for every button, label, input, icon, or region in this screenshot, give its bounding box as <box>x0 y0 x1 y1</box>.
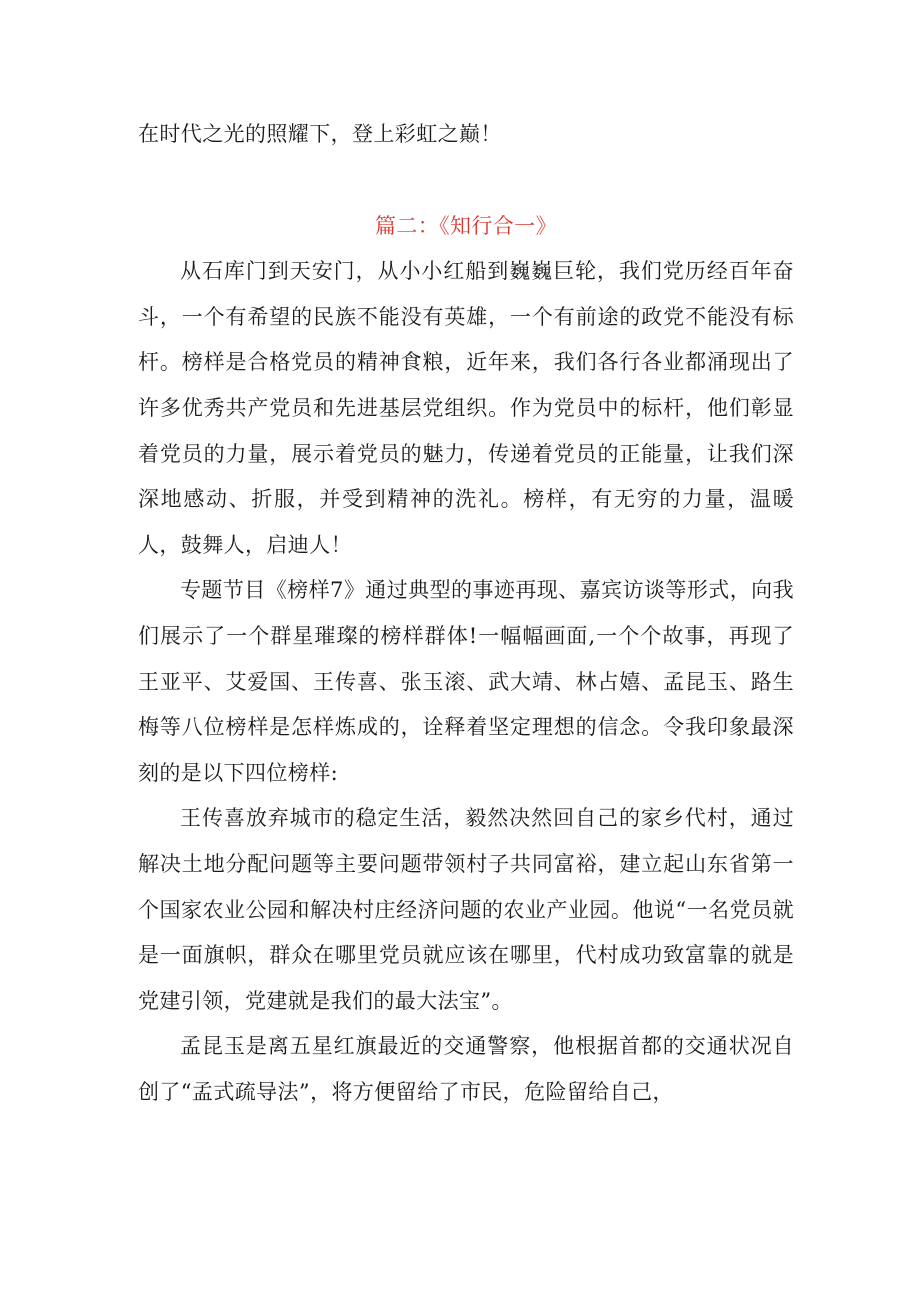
continuation-line: 在时代之光的照耀下，登上彩虹之巅！ <box>138 122 502 146</box>
paragraph-wang-chuanxi: 王传喜放弃城市的稳定生活，毅然决然回自己的家乡代村，通过解决土地分配问题等主要问题带领村子共同富裕，建立起山东省第一个国家农业公园和解决村庄经济问题的农业产业园。他说“一名党员就是一面旗帜，群众在哪里党员就应该在哪里，代村成功致富靠的就是党建引领，党建就是我们的最大法宝”。 <box>138 806 794 1013</box>
document-body <box>138 112 794 1115</box>
paragraph-program: 专题节目《榜样7》通过典型的事迹再现、嘉宾访谈等形式，向我们展示了一个群星璀璨的榜样群体!一幅幅画面,一个个故事，再现了王亚平、艾爱国、王传喜、张玉滚、武大靖、林占嬉、孟昆玉、路生梅等八位榜样是怎样炼成的，诠释着坚定理想的信念。令我印象最深刻的是以下四位榜样: <box>138 578 794 785</box>
paragraph-intro: 从石库门到天安门，从小小红船到巍巍巨轮，我们党历经百年奋斗，一个有希望的民族不能没有英雄，一个有前途的政党不能没有标杆。榜样是合格党员的精神食粮，近年来，我们各行各业都涌现出了许多优秀共产党员和先进基层党组织。作为党员中的标杆，他们彰显着党员的力量，展示着党员的魅力，传递着党员的正能量，让我们深深地感动、折服，并受到精神的洗礼。榜样，有无穷的力量，温暖人，鼓舞人，启迪人！ <box>138 259 794 557</box>
section-title: 篇二：《知行合一》 <box>374 213 558 238</box>
paragraph-meng-kunyu: 孟昆玉是离五星红旗最近的交通警察，他根据首都的交通状况自创了“孟式疏导法”，将方便留给了市民，危险留给自己， <box>138 1034 794 1104</box>
